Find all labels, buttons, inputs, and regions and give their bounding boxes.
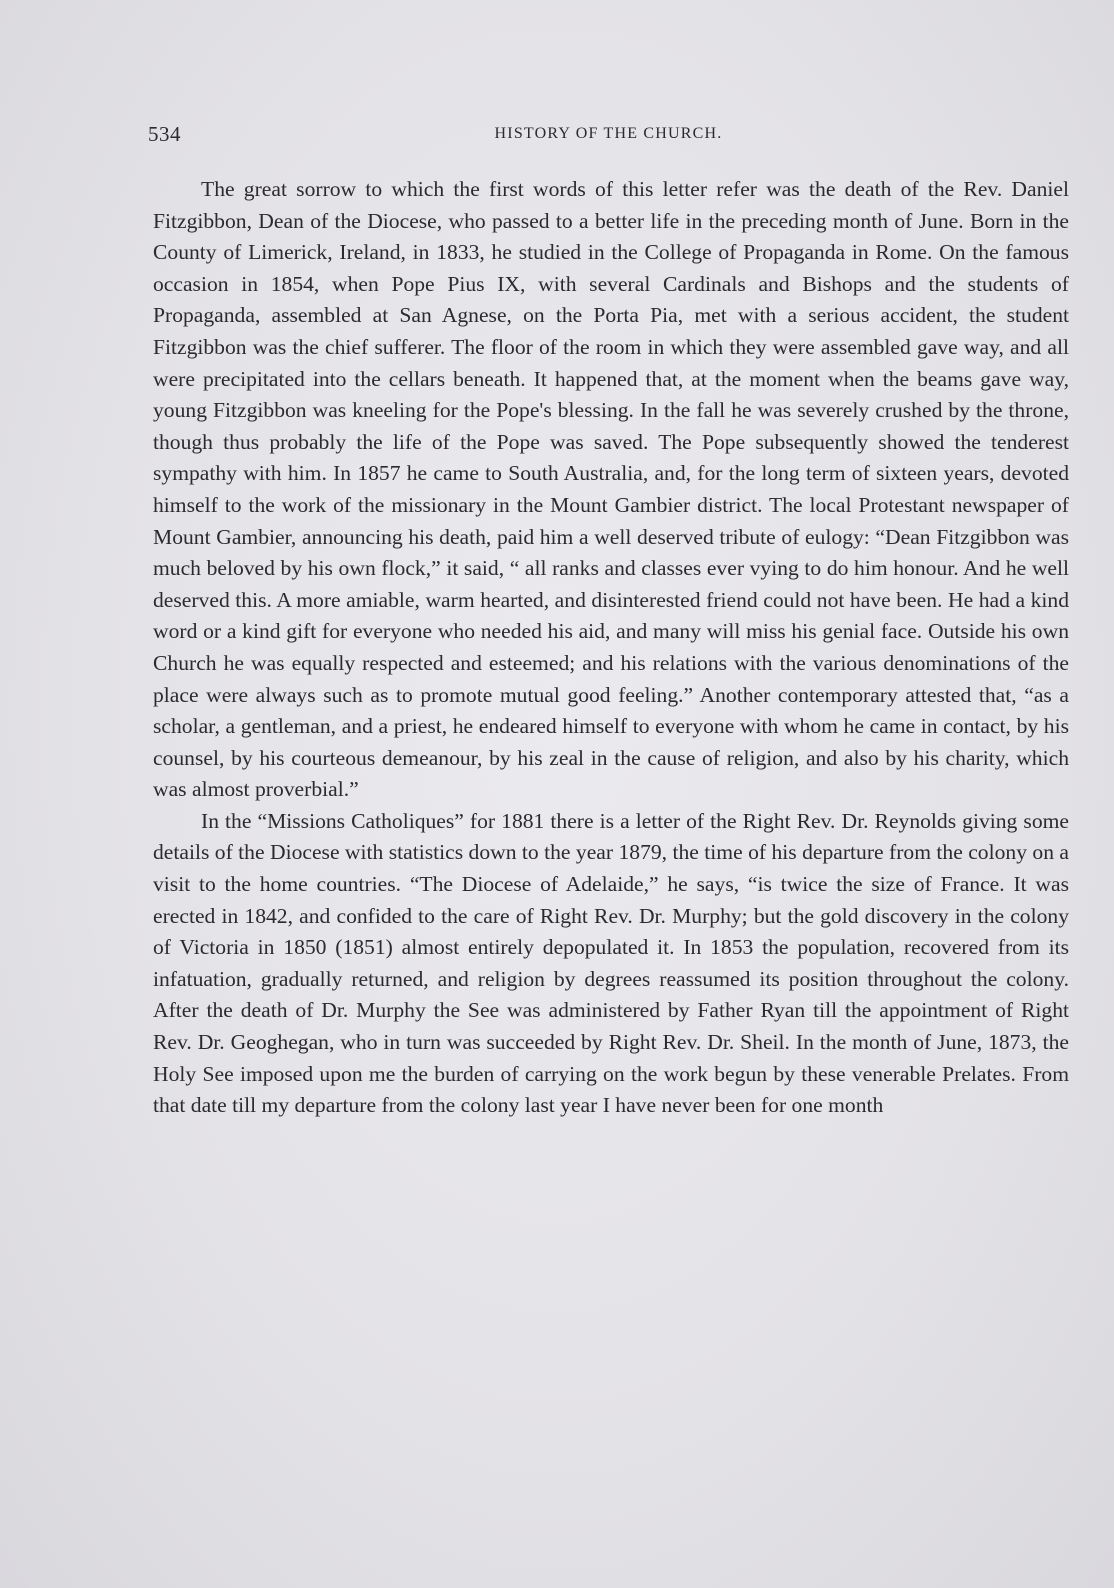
paragraph: In the “Missions Catholiques” for 1881 there is a letter of the Right Rev. Dr. Reynolds giving some details of the Diocese with statistics down to the year 1879, the time of his departure from the colony on a visit to the home countries. “The Diocese of Adelaide,” he says, “is twice the size of France. It was erected in 1842, and confided to the care of Right Rev. Dr. Murphy; but the gold discovery in the colony of Victoria in 1850 (1851) almost entirely depopulated it. In 1853 the population, recovered from its infatuation, gradually returned, and religion by degrees reassumed its position throughout the colony. After the death of Dr. Murphy the See was administered by Father Ryan till the appointment of Right Rev. Dr. Geoghegan, who in turn was succeeded by Right Rev. Dr. Sheil. In the month of June, 1873, the Holy See imposed upon me the burden of carrying on the work begun by these venerable Prelates. From that date till my departure from the colony last year I have never been for one month <box>153 808 1069 1118</box>
page-header <box>148 122 1069 146</box>
page-number: 534 <box>148 122 181 146</box>
running-head: HISTORY OF THE CHURCH. <box>494 125 723 142</box>
body-text <box>153 174 1069 1122</box>
paragraph: The great sorrow to which the first words of this letter refer was the death of the Rev. Daniel Fitzgibbon, Dean of the Diocese, who passed to a better life in the preceding month of June. Born in the County of Limerick, Ireland, in 1833, he studied in the College of Propaganda in Rome. On the famous occasion in 1854, when Pope Pius IX, with several Cardinals and Bishops and the students of Propaganda, assembled at San Agnese, on the Porta Pia, met with a serious accident, the student Fitzgibbon was the chief sufferer. The floor of the room in which they were assembled gave way, and all were precipitated into the cellars beneath. It happened that, at the moment when the beams gave way, young Fitzgibbon was kneeling for the Pope's blessing. In the fall he was severely crushed by the throne, though thus probably the life of the Pope was saved. The Pope subsequently showed the tenderest sympathy with him. In 1857 he came to South Australia, and, for the long term of sixteen years, devoted himself to the work of the missionary in the Mount Gambier district. The local Protestant newspaper of Mount Gambier, announcing his death, paid him a well deserved tribute of eulogy: “Dean Fitzgibbon was much beloved by his own flock,” it said, “ all ranks and classes ever vying to do him honour. And he well deserved this. A more amiable, warm hearted, and disinterested friend could not have been. He had a kind word or a kind gift for everyone who needed his aid, and many will miss his genial face. Outside his own Church he was equally respected and esteemed; and his relations with the various denominations of the place were always such as to promote mutual good feeling.” Another contemporary attested that, “as a scholar, a gentleman, and a priest, he endeared himself to everyone with whom he came in contact, by his counsel, by his courteous demeanour, by his zeal in the cause of religion, and also by his charity, which was almost proverbial.” <box>153 177 1069 802</box>
